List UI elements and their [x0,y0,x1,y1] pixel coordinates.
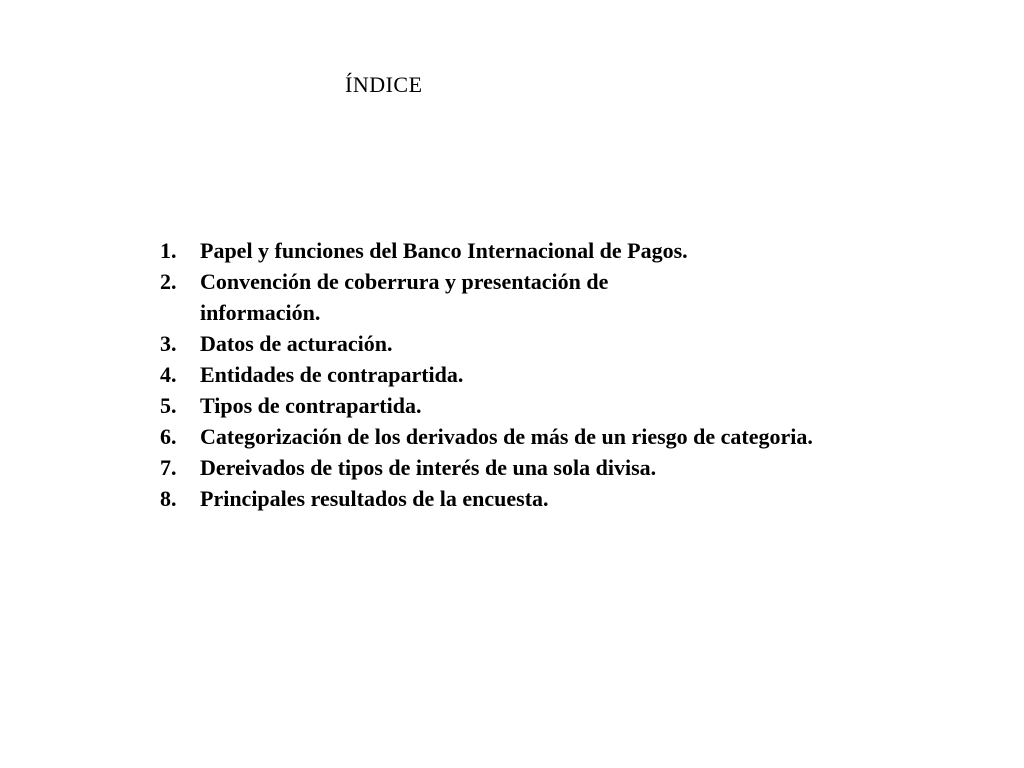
list-item [160,359,820,390]
item-number: 5. [160,393,177,418]
list-item [160,452,820,483]
item-text: Convención de coberrura y presentación de información. [200,269,609,325]
item-number: 4. [160,362,177,387]
item-text: Entidades de contrapartida. [200,362,464,387]
index-list [160,235,820,514]
item-text: Principales resultados de la encuesta. [200,486,549,511]
item-number: 7. [160,455,177,480]
item-text: Categorización de los derivados de más de un riesgo de categoria. [200,424,813,449]
item-text: Papel y funciones del Banco Internacional de Pagos. [200,238,688,263]
item-text: Datos de acturación. [200,331,393,356]
item-number: 8. [160,486,177,511]
list-item [160,483,820,514]
item-number: 3. [160,331,177,356]
list-item [160,421,820,452]
item-text: Tipos de contrapartida. [200,393,422,418]
list-item [160,328,820,359]
item-number: 6. [160,424,177,449]
item-number: 1. [160,238,177,263]
page-title: ÍNDICE [345,72,423,97]
list-item [160,266,820,328]
list-item [160,235,820,266]
list-item [160,390,820,421]
item-number: 2. [160,269,177,294]
item-text: Dereivados de tipos de interés de una sola divisa. [200,455,657,480]
